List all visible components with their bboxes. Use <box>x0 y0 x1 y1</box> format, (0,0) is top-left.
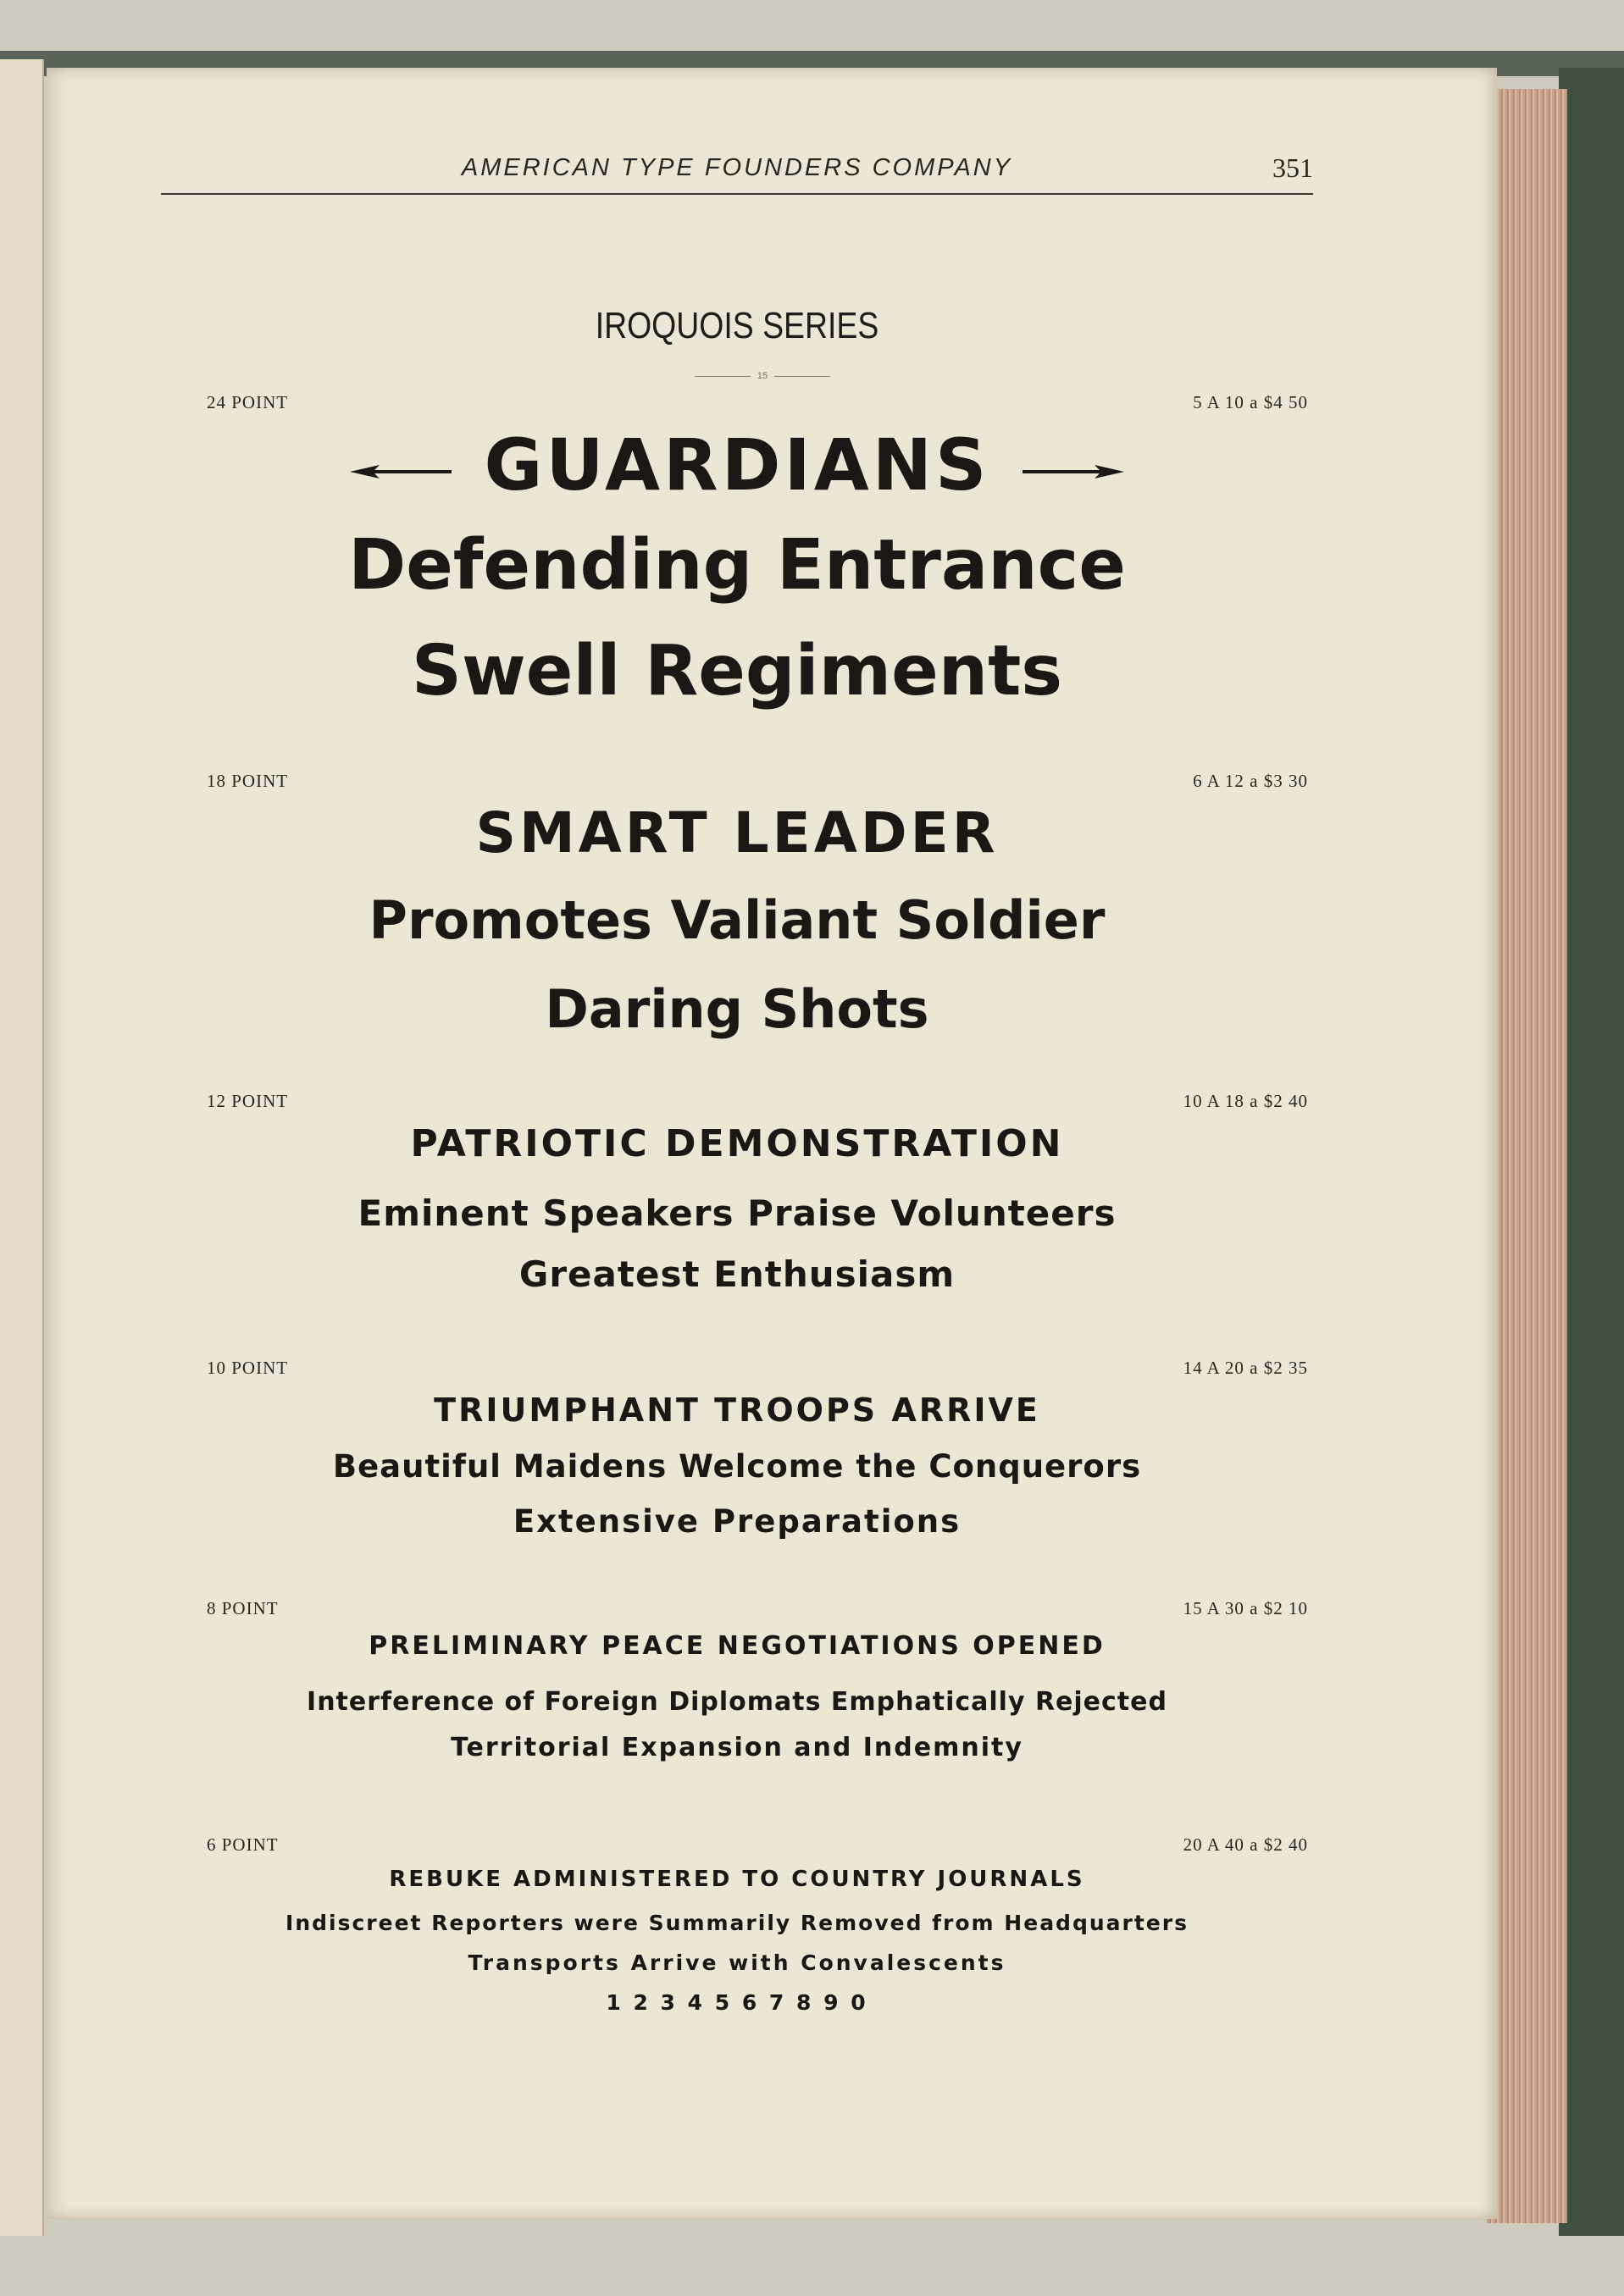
specimen-figures-line: 1 2 3 4 5 6 7 8 9 0 <box>606 1990 868 2015</box>
specimen-line-18pt-1: SMART LEADER <box>475 800 999 866</box>
specimen-line-6pt-2: Indiscreet Reporters were Summarily Removed from Headquarters <box>285 1911 1189 1935</box>
book-cover-right <box>1559 68 1624 2236</box>
point-size-label: 24 POINT <box>207 392 289 412</box>
page-edges <box>1487 89 1567 2223</box>
specimen-line-10pt-2: Beautiful Maidens Welcome the Conquerors <box>332 1448 1142 1485</box>
specimen-line-10pt-3: Extensive Preparations <box>513 1503 962 1540</box>
specimen-line-18pt-3: Daring Shots <box>545 978 929 1040</box>
section-10pt-meta <box>207 1358 1308 1383</box>
price-label: 15 A 30 a $2 10 <box>1183 1598 1308 1618</box>
running-header <box>161 154 1313 205</box>
price-label: 5 A 10 a $4 50 <box>1193 392 1308 412</box>
section-8pt-meta <box>207 1598 1308 1624</box>
specimen-line-10pt-1: TRIUMPHANT TROOPS ARRIVE <box>434 1391 1040 1429</box>
arrow-ornament-right-icon <box>1018 453 1128 487</box>
specimen-line-12pt-2: Eminent Speakers Praise Volunteers <box>358 1192 1117 1234</box>
page-number: 351 <box>1272 152 1313 183</box>
price-label: 6 A 12 a $3 30 <box>1193 771 1308 791</box>
point-size-label: 18 POINT <box>207 771 289 791</box>
left-page-edge <box>0 59 44 2236</box>
arrow-ornament-left-icon <box>346 453 456 487</box>
specimen-line-12pt-3: Greatest Enthusiasm <box>518 1253 956 1295</box>
specimen-line-18pt-2: Promotes Valiant Soldier <box>369 889 1106 951</box>
section-12pt-meta <box>207 1091 1308 1116</box>
specimen-line-6pt-3: Transports Arrive with Convalescents <box>468 1950 1006 1975</box>
specimen-text: GUARDIANS <box>484 423 990 506</box>
specimen-line-24pt-1 <box>161 423 1313 506</box>
running-title: AMERICAN TYPE FOUNDERS COMPANY <box>461 154 1013 181</box>
point-size-label: 6 POINT <box>207 1834 279 1855</box>
section-6pt-meta <box>207 1834 1308 1860</box>
section-18pt-meta <box>207 771 1308 796</box>
specimen-line-24pt-2: Defending Entrance <box>348 525 1126 606</box>
specimen-line-6pt-1: REBUKE ADMINISTERED TO COUNTRY JOURNALS <box>389 1867 1085 1892</box>
specimen-line-8pt-3: Territorial Expansion and Indemnity <box>451 1733 1023 1762</box>
specimen-line-8pt-2: Interference of Foreign Diplomats Emphatically Rejected <box>307 1687 1167 1717</box>
header-rule <box>161 193 1313 195</box>
point-size-label: 10 POINT <box>207 1358 289 1378</box>
point-size-label: 12 POINT <box>207 1091 289 1111</box>
specimen-line-24pt-3: Swell Regiments <box>411 631 1063 711</box>
price-label: 10 A 18 a $2 40 <box>1183 1091 1308 1111</box>
series-ornament: 15 <box>695 371 830 383</box>
section-24pt-meta <box>207 392 1308 418</box>
price-label: 14 A 20 a $2 35 <box>1183 1358 1308 1378</box>
point-size-label: 8 POINT <box>207 1598 279 1618</box>
series-title: IROQUOIS SERIES <box>595 305 879 346</box>
specimen-line-8pt-1: PRELIMINARY PEACE NEGOTIATIONS OPENED <box>369 1631 1106 1661</box>
specimen-line-12pt-1: PATRIOTIC DEMONSTRATION <box>410 1122 1064 1165</box>
price-label: 20 A 40 a $2 40 <box>1183 1834 1308 1855</box>
